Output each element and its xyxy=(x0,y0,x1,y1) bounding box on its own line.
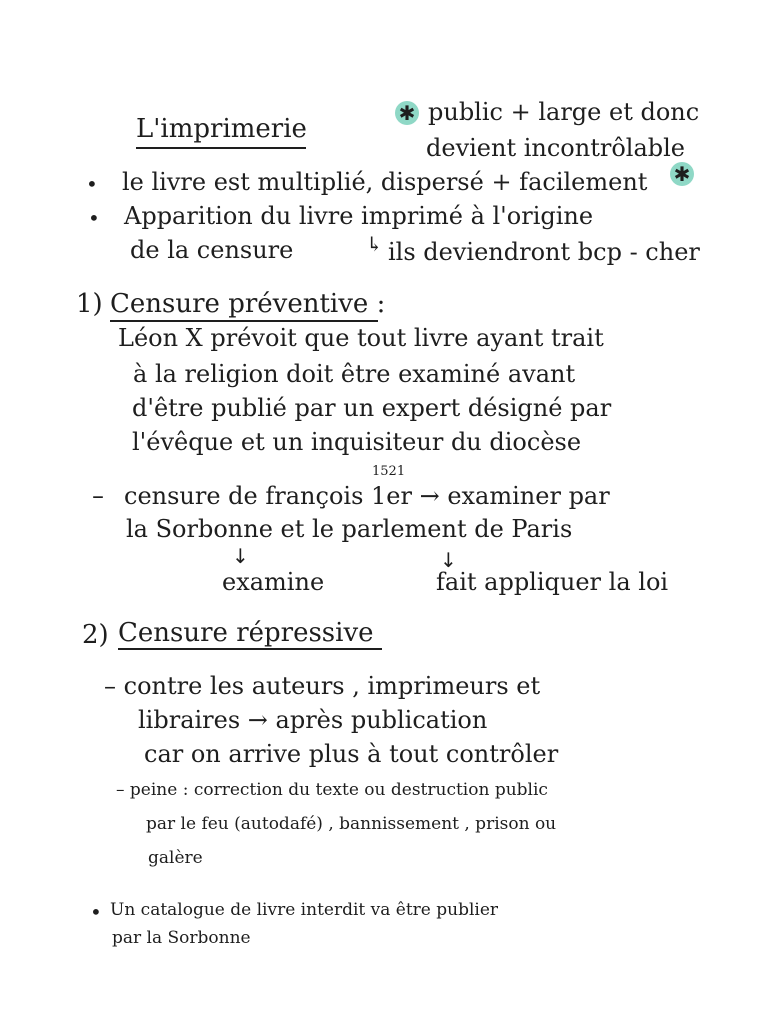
sorbonne-line: la Sorbonne et le parlement de Paris xyxy=(126,515,573,543)
francois-line: censure de françois 1er → examiner par xyxy=(124,482,610,510)
curved-arrow-icon: ↳ xyxy=(366,232,383,256)
contre-line-2: libraires → après publication xyxy=(138,706,488,734)
contre-line-1: – contre les auteurs , imprimeurs et xyxy=(104,672,541,700)
page-title: L'imprimerie xyxy=(136,114,307,144)
examine-label: examine xyxy=(222,568,325,596)
star-note-line-1: public + large et donc xyxy=(428,98,700,126)
fait-appliquer-label: fait appliquer la loi xyxy=(436,568,669,596)
star-note-line-2: devient incontrôlable xyxy=(426,134,686,162)
intro-line-cher: ils deviendront bcp - cher xyxy=(388,238,700,266)
section-1-paragraph-line-2: à la religion doit être examiné avant xyxy=(133,360,576,388)
asterisk-highlight-icon: ✱ xyxy=(670,162,694,186)
section-1-paragraph-line-3: d'être publié par un expert désigné par xyxy=(132,394,612,422)
arrow-down-icon: ↓ xyxy=(440,548,457,572)
catalogue-line-2: par la Sorbonne xyxy=(112,928,251,948)
intro-line-censure: de la censure xyxy=(130,236,294,264)
asterisk-highlight-icon: ✱ xyxy=(395,101,419,125)
bullet-marker: • xyxy=(86,172,98,196)
peine-line-2: par le feu (autodafé) , bannissement , prison ou xyxy=(146,814,557,834)
section-2-number: 2) xyxy=(82,620,109,650)
section-1-paragraph-line-4: l'évêque et un inquisiteur du diocèse xyxy=(132,428,582,456)
arrow-down-icon: ↓ xyxy=(232,544,249,568)
section-2-underline xyxy=(118,648,382,650)
year-annotation: 1521 xyxy=(372,464,406,479)
peine-line-1: – peine : correction du texte ou destruction public xyxy=(116,780,548,800)
section-1-number: 1) xyxy=(76,289,103,319)
section-1-paragraph-line-1: Léon X prévoit que tout livre ayant trait xyxy=(118,324,604,352)
catalogue-line-1: Un catalogue de livre interdit va être publier xyxy=(110,900,499,920)
bullet-marker: • xyxy=(88,206,100,230)
peine-line-3: galère xyxy=(148,848,203,868)
section-1-underline xyxy=(110,320,378,322)
bullet-marker: • xyxy=(90,900,102,924)
contre-line-3: car on arrive plus à tout contrôler xyxy=(144,740,559,768)
section-1-title: Censure préventive : xyxy=(110,289,386,319)
section-2-title: Censure répressive xyxy=(118,618,374,648)
bullet-text-apparition: Apparition du livre imprimé à l'origine xyxy=(124,202,594,230)
bullet-text-multiplie: le livre est multiplié, dispersé + facilement xyxy=(122,168,648,196)
title-underline xyxy=(136,147,306,149)
dash-marker: – xyxy=(92,482,104,510)
